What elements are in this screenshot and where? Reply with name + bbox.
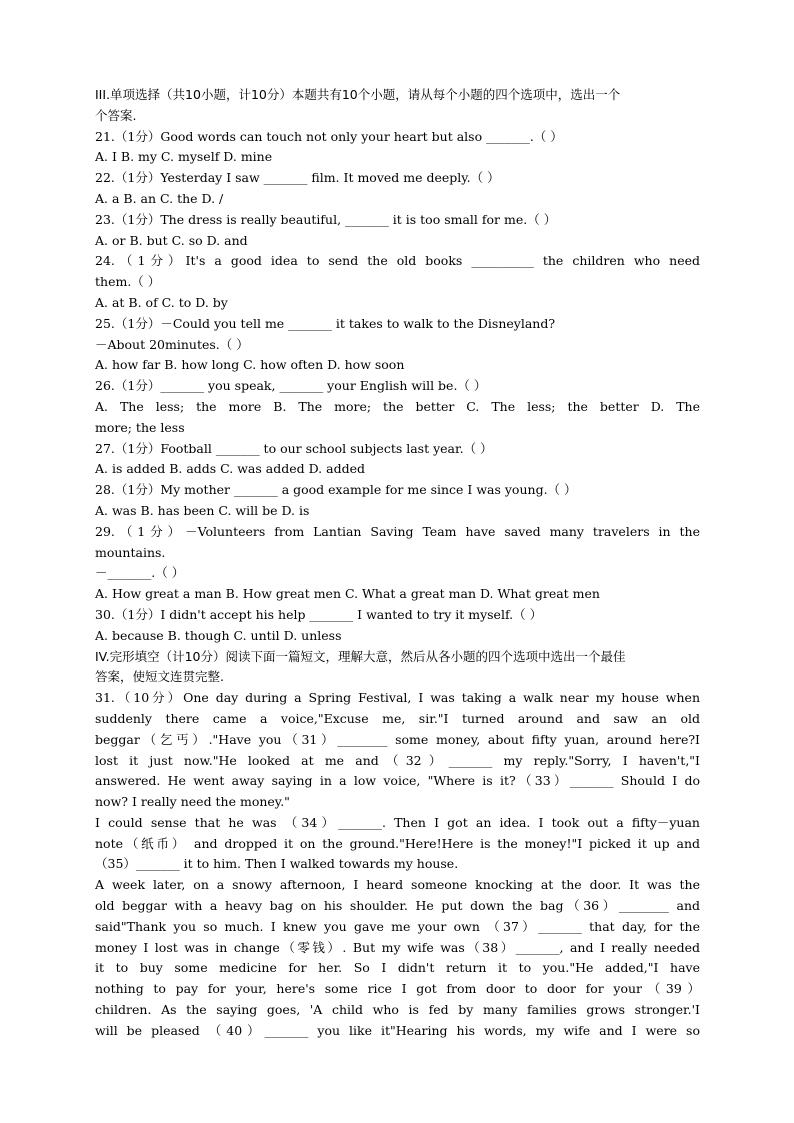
cloze-line: （35）_______ it to him. Then I walked towards my house. — [95, 856, 459, 872]
section-heading-single-choice: III.单项选择（共10小题，计10分）本题共有10个小题，请从每个小题的四个选项中，选出一个 — [95, 87, 621, 102]
cloze-line: old beggar with a heavy bag on his shoulder. He put down the bag（36）________ and — [95, 898, 700, 914]
options-27: A. is added B. adds C. was added D. added — [95, 461, 365, 477]
question-29-cont: mountains. — [95, 544, 166, 560]
options-30: A. because B. though C. until D. unless — [95, 627, 342, 643]
question-25: 25.（1分）－Could you tell me _______ it takes to walk to the Disneyland? — [95, 315, 556, 331]
question-21: 21.（1分）Good words can touch not only your heart but also _______.（ ） — [95, 128, 563, 144]
options-23: A. or B. but C. so D. and — [95, 232, 248, 248]
cloze-line: it to buy some medicine for her. So I didn't return it to you."He added,"I have — [95, 960, 700, 976]
options-29: A. How great a man B. How great men C. What a great man D. What great men — [95, 586, 600, 602]
cloze-line: nothing to pay for your, here's some rice I got from door to door for your（39） — [95, 981, 700, 997]
document-body — [95, 85, 700, 1042]
question-30: 30.（1分）I didn't accept his help _______ I wanted to try it myself.（ ） — [95, 606, 543, 622]
cloze-line: said"Thank you so much. I knew you gave me your own （37）_______ that day, for the — [95, 918, 700, 934]
question-24-cont: them.（ ） — [95, 274, 161, 290]
cloze-line: I could sense that he was （34）_______. Then I got an idea. I took out a fifty－yuan — [95, 814, 700, 830]
options-22: A. a B. an C. the D. / — [95, 190, 224, 206]
cloze-line: will be pleased （40）_______ you like it"Hearing his words, my wife and I were so — [95, 1022, 700, 1038]
cloze-line: now? I really need the money." — [95, 794, 290, 810]
question-23: 23.（1分）The dress is really beautiful, _______ it is too small for me.（ ） — [95, 211, 557, 227]
cloze-line: 31.（10分）One day during a Spring Festival, I was taking a walk near my house when — [95, 690, 700, 706]
question-27: 27.（1分）Football _______ to our school subjects last year.（ ） — [95, 440, 493, 456]
options-25: A. how far B. how long C. how often D. how soon — [95, 357, 405, 373]
cloze-line: beggar（乞丐）."Have you（31）________ some money, about fifty yuan, around here?I — [95, 731, 700, 747]
question-22: 22.（1分）Yesterday I saw _______ film. It moved me deeply.（ ） — [95, 170, 500, 186]
question-26: 26.（1分）_______ you speak, _______ your English will be.（ ） — [95, 378, 487, 394]
section-heading-cloze: IV.完形填空（计10分）阅读下面一篇短文，理解大意，然后从各小题的四个选项中选出一个最佳 — [95, 648, 626, 664]
cloze-line: money I lost was in change（零钱）. But my wife was（38）_______, and I really needed — [95, 939, 700, 955]
cloze-line: A week later, on a snowy afternoon, I heard someone knocking at the door. It was the — [95, 877, 700, 893]
options-24: A. at B. of C. to D. by — [95, 294, 228, 310]
question-29-answer: －_______.（ ） — [95, 565, 185, 581]
options-26-cont: more; the less — [95, 419, 185, 435]
cloze-line: children. As the saying goes, 'A child who is fed by many families grows stronger.'I — [95, 1002, 700, 1018]
question-28: 28.（1分）My mother _______ a good example for me since I was young.（ ） — [95, 482, 577, 498]
question-25-cont: －About 20minutes.（ ） — [95, 336, 249, 352]
section-heading-cloze-cont: 答案，使短文连贯完整. — [95, 669, 224, 685]
options-28: A. was B. has been C. will be D. is — [95, 502, 310, 518]
cloze-line: lost it just now."He looked at me and（32）_______ my reply."Sorry, I haven't,"I — [95, 752, 700, 768]
cloze-line: answered. He went away saying in a low voice, "Where is it?（33）_______ Should I do — [95, 773, 700, 789]
cloze-line: suddenly there came a voice,"Excuse me, sir."I turned around and saw an old — [95, 710, 700, 726]
section-heading-single-choice-cont: 个答案. — [95, 107, 137, 123]
question-29: 29.（1分）－Volunteers from Lantian Saving Team have saved many travelers in the — [95, 523, 700, 539]
options-21: A. I B. my C. myself D. mine — [95, 149, 273, 165]
cloze-line: note（纸币） and dropped it on the ground."Here!Here is the money!"I picked it up and — [95, 835, 700, 851]
options-26: A. The less; the more B. The more; the better C. The less; the better D. The — [95, 398, 700, 414]
question-24: 24.（1分）It's a good idea to send the old books __________ the children who need — [95, 253, 700, 269]
